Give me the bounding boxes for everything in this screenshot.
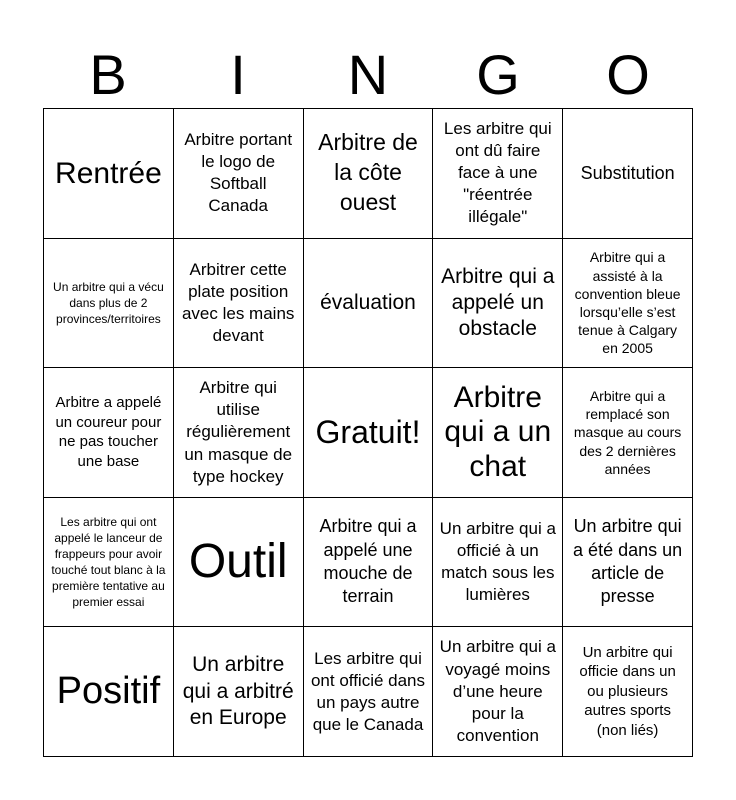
bingo-cell[interactable] [44, 239, 174, 369]
header-letter-n: N [347, 43, 389, 106]
bingo-cell[interactable] [44, 109, 174, 239]
cell-text: Arbitrer cette plate position avec les mains devant [181, 259, 295, 345]
bingo-cell[interactable] [174, 239, 304, 369]
cell-text: Arbitre qui a assisté à la convention bleue lorsqu’elle s’est tenue à Calgary en 2005 [574, 249, 681, 357]
cell-text: Arbitre qui a appelé un obstacle [441, 264, 555, 341]
bingo-cell[interactable] [174, 109, 304, 239]
header-letter-o: O [606, 43, 650, 106]
bingo-cell[interactable] [174, 498, 304, 628]
bingo-cell[interactable] [304, 498, 434, 628]
bingo-cell[interactable] [174, 627, 304, 757]
bingo-cell[interactable] [563, 627, 693, 757]
bingo-cell[interactable] [44, 498, 174, 628]
bingo-cell[interactable] [563, 498, 693, 628]
cell-text: Arbitre portant le logo de Softball Canada [184, 130, 293, 216]
bingo-grid [43, 108, 693, 757]
cell-text: Les arbitre qui ont appelé le lanceur de frappeurs pour avoir touché tout blanc à la première tentative au premier essai [51, 514, 166, 610]
cell-text: Arbitre qui utilise régulièrement un masque de type hockey [184, 378, 293, 486]
cell-text: Un arbitre qui a été dans un article de presse [573, 516, 683, 607]
cell-text: Arbitre de la côte ouest [318, 129, 418, 216]
cell-text: Rentrée [55, 156, 162, 190]
bingo-cell[interactable] [44, 627, 174, 757]
cell-text: Substitution [580, 162, 675, 183]
bingo-cell[interactable] [433, 109, 563, 239]
bingo-cell[interactable] [44, 368, 174, 498]
cell-text: Arbitre qui a un chat [444, 380, 552, 483]
cell-text: Arbitre qui a remplacé son masque au cours des 2 dernières années [573, 388, 682, 477]
bingo-cell[interactable] [433, 498, 563, 628]
cell-text: Un arbitre qui a officié à un match sous les lumières [439, 518, 556, 605]
bingo-cell[interactable] [174, 368, 304, 498]
cell-text: Outil [188, 534, 288, 588]
bingo-cell[interactable] [433, 368, 563, 498]
bingo-cell[interactable] [304, 239, 434, 369]
bingo-cell[interactable] [563, 368, 693, 498]
bingo-cell[interactable] [433, 239, 563, 369]
bingo-header [43, 42, 693, 108]
cell-text: Les arbitre qui ont dû faire face à une "réentrée illégale" [443, 119, 552, 227]
cell-text: Un arbitre qui a voyagé moins d’une heure pour la convention [439, 637, 556, 745]
free-space-text: Gratuit! [315, 414, 421, 451]
cell-text: Un arbitre qui a arbitré en Europe [182, 653, 294, 729]
bingo-cell[interactable] [304, 627, 434, 757]
free-space-cell[interactable] [304, 368, 434, 498]
bingo-cell[interactable] [563, 239, 693, 369]
cell-text: Un arbitre qui officie dans un ou plusieurs autres sports (non liés) [579, 643, 676, 739]
cell-text: évaluation [320, 290, 416, 314]
bingo-cell[interactable] [304, 109, 434, 239]
cell-text: Positif [56, 669, 161, 712]
cell-text: Arbitre qui a appelé une mouche de terrain [319, 516, 417, 607]
header-letter-i: I [230, 43, 246, 106]
bingo-cell[interactable] [563, 109, 693, 239]
header-letter-b: B [89, 43, 127, 106]
bingo-cell[interactable] [433, 627, 563, 757]
header-letter-g: G [476, 43, 520, 106]
cell-text: Un arbitre qui a vécu dans plus de 2 provinces/territoires [53, 279, 164, 326]
cell-text: Arbitre a appelé un coureur pour ne pas toucher une base [55, 394, 162, 470]
cell-text: Les arbitre qui ont officié dans un pays autre que le Canada [310, 648, 426, 734]
